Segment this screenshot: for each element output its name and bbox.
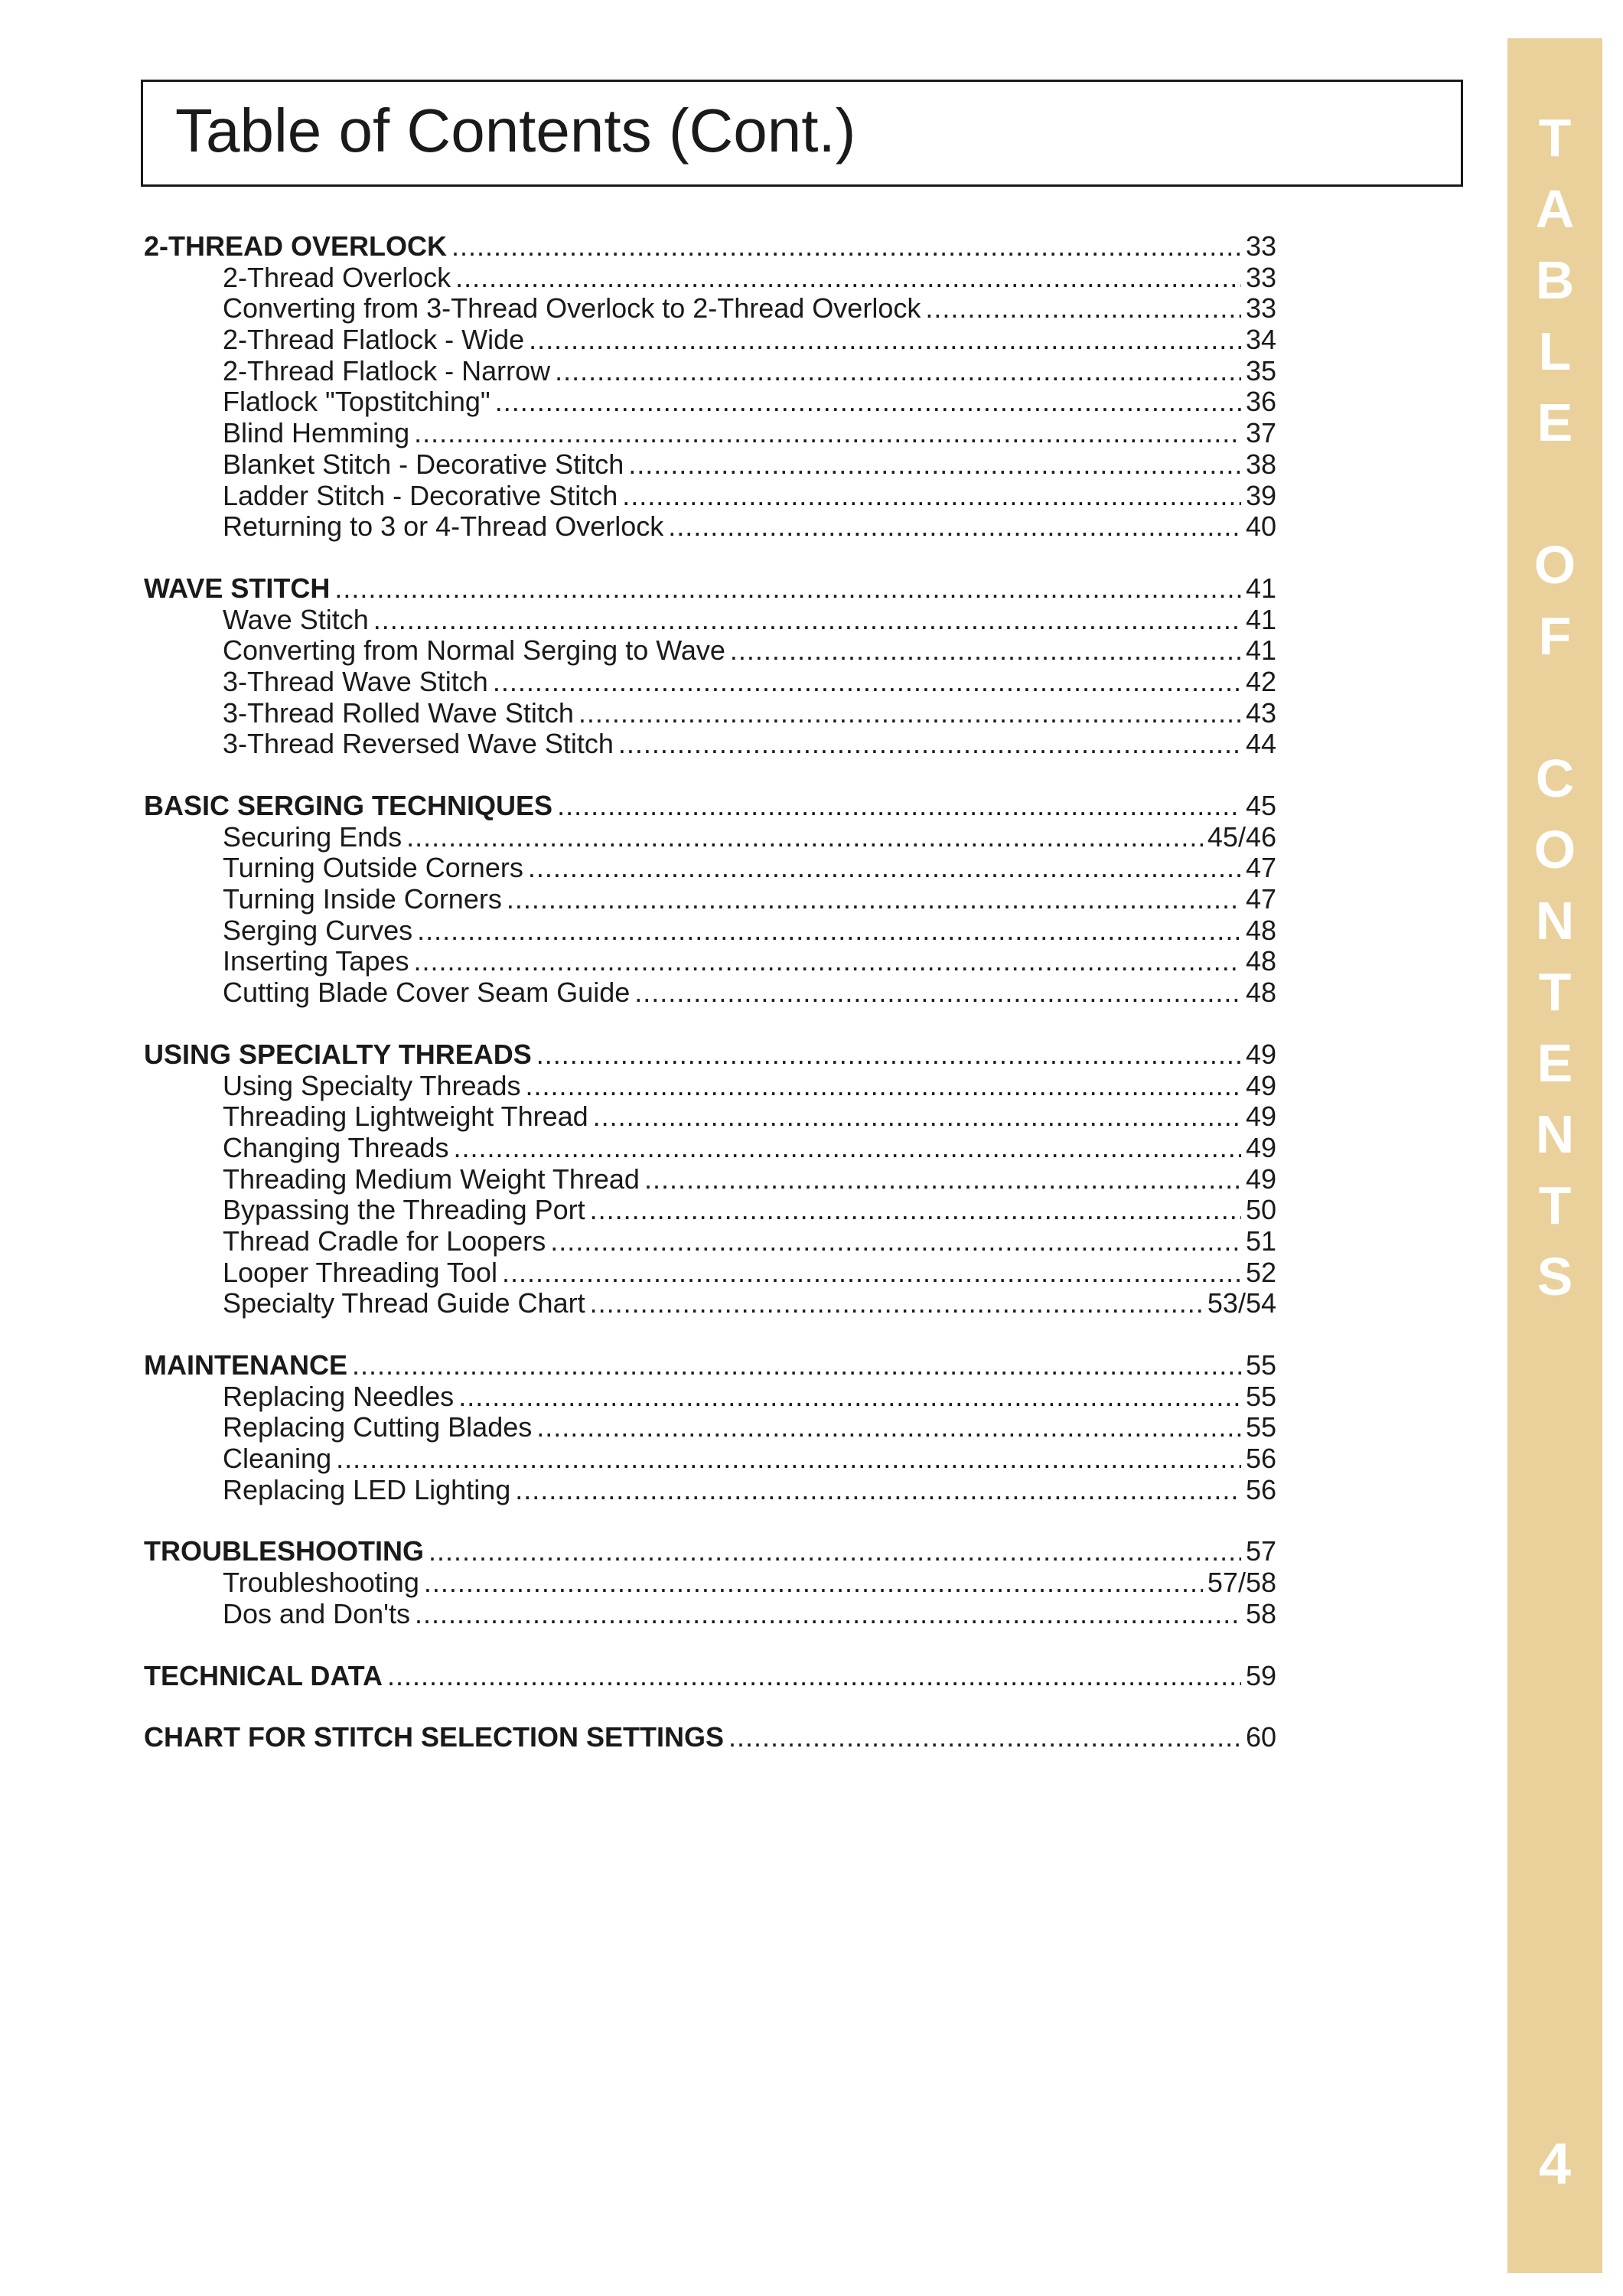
dot-leader — [526, 1071, 1241, 1102]
toc-entry-label: Threading Medium Weight Thread — [223, 1163, 640, 1195]
toc-entry-page: 43 — [1245, 696, 1276, 729]
side-tab-letter: A — [1535, 179, 1575, 239]
toc-entry-label: Blind Hemming — [223, 417, 410, 449]
dot-leader — [414, 946, 1241, 977]
table-of-contents — [144, 231, 1276, 1784]
toc-entry-label: Looper Threading Tool — [223, 1256, 497, 1288]
toc-entry-page: 34 — [1245, 324, 1276, 356]
side-tab-letter: S — [1537, 1247, 1573, 1306]
toc-entry[interactable] — [144, 1071, 1276, 1102]
toc-entry[interactable] — [144, 325, 1276, 356]
toc-section-heading-label: MAINTENANCE — [144, 1349, 347, 1381]
toc-entry[interactable] — [144, 1567, 1276, 1599]
page-title: Table of Contents (Cont.) — [175, 96, 856, 165]
side-tab-letter: T — [1538, 962, 1572, 1022]
toc-entry-page: 45/46 — [1207, 820, 1276, 853]
toc-entry-label: Converting from 3-Thread Overlock to 2-Thread Overlock — [223, 292, 921, 325]
side-tab-letter: B — [1535, 250, 1575, 310]
side-tab-letter: O — [1533, 535, 1576, 595]
side-tab-letters — [1507, 103, 1602, 1313]
toc-section-heading-page: 41 — [1245, 572, 1276, 604]
dot-leader — [550, 1226, 1241, 1257]
dot-leader — [414, 418, 1241, 449]
dot-leader — [495, 386, 1241, 418]
toc-section-heading[interactable] — [144, 231, 1276, 263]
toc-entry-page: 41 — [1245, 634, 1276, 667]
toc-entry-label: Changing Threads — [223, 1131, 449, 1163]
dot-leader — [406, 822, 1203, 853]
dot-leader — [590, 1288, 1203, 1319]
toc-entry-page: 39 — [1245, 479, 1276, 511]
dot-leader — [536, 1412, 1241, 1443]
toc-entry[interactable] — [144, 511, 1276, 543]
toc-entry[interactable] — [144, 449, 1276, 481]
toc-entry-page: 33 — [1245, 261, 1276, 293]
toc-entry-label: Dos and Don'ts — [223, 1597, 411, 1629]
toc-entry-page: 52 — [1245, 1256, 1276, 1288]
toc-entry-page: 48 — [1245, 914, 1276, 946]
dot-leader — [557, 791, 1241, 822]
toc-entry-label: Turning Outside Corners — [223, 852, 523, 884]
dot-leader — [628, 449, 1241, 481]
dot-leader — [373, 605, 1241, 636]
toc-entry-label: 2-Thread Flatlock - Wide — [223, 324, 525, 356]
side-tab-letter: T — [1538, 1176, 1572, 1235]
toc-entry[interactable] — [144, 263, 1276, 294]
toc-section-heading-label: 2-THREAD OVERLOCK — [144, 230, 448, 262]
toc-entry-label: Replacing Needles — [223, 1380, 455, 1412]
dot-leader — [415, 1599, 1241, 1630]
toc-section-heading-label: TECHNICAL DATA — [144, 1659, 383, 1691]
dot-leader — [493, 667, 1241, 698]
side-tab-letter: C — [1535, 748, 1575, 808]
toc-entry-label: Threading Lightweight Thread — [223, 1101, 588, 1133]
dot-leader — [536, 1039, 1241, 1071]
side-tab-word — [1534, 743, 1576, 1313]
dot-leader — [455, 263, 1241, 294]
toc-entry-page: 48 — [1245, 977, 1276, 1009]
toc-entry[interactable] — [144, 418, 1276, 449]
side-tab — [1507, 38, 1602, 2273]
dot-leader — [429, 1536, 1241, 1567]
side-tab-word — [1536, 103, 1575, 458]
toc-entry-page: 44 — [1245, 728, 1276, 760]
toc-entry[interactable] — [144, 635, 1276, 667]
toc-section-heading[interactable] — [144, 1039, 1276, 1071]
toc-entry-page: 41 — [1245, 603, 1276, 635]
toc-entry-page: 56 — [1245, 1473, 1276, 1505]
toc-entry-page: 38 — [1245, 448, 1276, 480]
toc-entry[interactable] — [144, 1257, 1276, 1289]
toc-section-heading-page: 60 — [1245, 1721, 1276, 1753]
toc-entry[interactable] — [144, 481, 1276, 512]
side-tab-letter: N — [1535, 891, 1575, 951]
toc-entry-label: Specialty Thread Guide Chart — [223, 1287, 585, 1319]
toc-entry-page: 33 — [1245, 292, 1276, 325]
toc-entry-page: 47 — [1245, 883, 1276, 915]
toc-section — [144, 1661, 1276, 1692]
toc-entry[interactable] — [144, 946, 1276, 977]
toc-entry[interactable] — [144, 1443, 1276, 1475]
side-tab-letter: F — [1538, 606, 1572, 666]
toc-entry[interactable] — [144, 1101, 1276, 1133]
toc-entry-page: 37 — [1245, 417, 1276, 449]
toc-section — [144, 791, 1276, 1009]
toc-section-heading-page: 59 — [1245, 1659, 1276, 1691]
toc-section-heading[interactable] — [144, 791, 1276, 822]
toc-entry[interactable] — [144, 977, 1276, 1009]
toc-entry-label: Using Specialty Threads — [223, 1069, 521, 1101]
toc-section-heading-page: 45 — [1245, 790, 1276, 821]
toc-entry[interactable] — [144, 1226, 1276, 1257]
toc-entry-page: 40 — [1245, 510, 1276, 543]
toc-entry-label: 2-Thread Overlock — [223, 261, 451, 293]
toc-section-heading-page: 57 — [1245, 1535, 1276, 1567]
toc-section-heading[interactable] — [144, 1350, 1276, 1381]
dot-leader — [528, 853, 1241, 884]
toc-entry-label: Securing Ends — [223, 820, 402, 853]
dot-leader — [578, 698, 1241, 729]
toc-section — [144, 231, 1276, 543]
side-tab-letter: O — [1533, 820, 1576, 879]
dot-leader — [515, 1475, 1241, 1506]
toc-entry[interactable] — [144, 1412, 1276, 1443]
toc-entry-label: Troubleshooting — [223, 1567, 419, 1599]
toc-entry-label: Blanket Stitch - Decorative Stitch — [223, 448, 624, 480]
toc-entry[interactable] — [144, 1381, 1276, 1413]
dot-leader — [451, 231, 1241, 263]
toc-entry[interactable] — [144, 853, 1276, 884]
toc-entry-page: 53/54 — [1207, 1287, 1276, 1319]
dot-leader — [555, 356, 1241, 387]
toc-section — [144, 1536, 1276, 1629]
side-tab-letter: E — [1537, 1033, 1573, 1093]
toc-entry[interactable] — [144, 1133, 1276, 1164]
toc-entry-page: 57/58 — [1207, 1567, 1276, 1599]
dot-leader — [593, 1101, 1241, 1133]
toc-entry-page: 55 — [1245, 1380, 1276, 1412]
toc-entry-label: Inserting Tapes — [223, 945, 409, 977]
toc-entry-label: Replacing Cutting Blades — [223, 1411, 533, 1443]
toc-entry[interactable] — [144, 667, 1276, 698]
dot-leader — [644, 1164, 1241, 1195]
dot-leader — [622, 481, 1241, 512]
toc-entry-label: Flatlock "Topstitching" — [223, 386, 490, 418]
toc-entry[interactable] — [144, 386, 1276, 418]
toc-entry-label: Serging Curves — [223, 914, 413, 946]
toc-entry-label: Returning to 3 or 4-Thread Overlock — [223, 510, 664, 543]
dot-leader — [728, 1722, 1241, 1753]
toc-entry-label: Cutting Blade Cover Seam Guide — [223, 977, 631, 1009]
dot-leader — [507, 884, 1241, 915]
toc-entry-label: Turning Inside Corners — [223, 883, 502, 915]
toc-entry-label: Ladder Stitch - Decorative Stitch — [223, 479, 618, 511]
dot-leader — [334, 573, 1241, 605]
toc-entry-label: Wave Stitch — [223, 603, 369, 635]
toc-entry-page: 50 — [1245, 1194, 1276, 1226]
side-tab-letter: T — [1538, 108, 1572, 168]
toc-entry-label: 2-Thread Flatlock - Narrow — [223, 354, 551, 386]
toc-section-heading[interactable] — [144, 1722, 1276, 1753]
toc-section-heading-label: WAVE STITCH — [144, 572, 331, 604]
toc-entry[interactable] — [144, 915, 1276, 947]
toc-entry-page: 58 — [1245, 1597, 1276, 1629]
toc-entry[interactable] — [144, 1475, 1276, 1506]
dot-leader — [387, 1661, 1241, 1692]
toc-entry[interactable] — [144, 822, 1276, 853]
toc-section — [144, 573, 1276, 760]
toc-entry-page: 49 — [1245, 1101, 1276, 1133]
toc-section-heading[interactable] — [144, 573, 1276, 605]
toc-section-heading-label: USING SPECIALTY THREADS — [144, 1038, 532, 1070]
toc-entry[interactable] — [144, 1599, 1276, 1630]
dot-leader — [458, 1381, 1241, 1413]
toc-entry-label: Thread Cradle for Loopers — [223, 1225, 546, 1257]
dot-leader — [424, 1567, 1203, 1599]
toc-section-heading-page: 49 — [1245, 1038, 1276, 1070]
toc-entry-label: Converting from Normal Serging to Wave — [223, 634, 725, 667]
toc-entry-page: 49 — [1245, 1131, 1276, 1163]
side-tab-letter: N — [1535, 1104, 1575, 1164]
toc-entry-page: 49 — [1245, 1069, 1276, 1101]
toc-entry-page: 48 — [1245, 945, 1276, 977]
toc-entry[interactable] — [144, 1195, 1276, 1226]
dot-leader — [618, 729, 1241, 760]
toc-section-heading[interactable] — [144, 1661, 1276, 1692]
toc-entry-label: 3-Thread Wave Stitch — [223, 665, 488, 697]
page-number: 4 — [1538, 2131, 1572, 2197]
toc-section — [144, 1039, 1276, 1319]
dot-leader — [634, 977, 1241, 1009]
toc-section-heading-page: 33 — [1245, 230, 1276, 262]
toc-section — [144, 1350, 1276, 1505]
toc-entry-page: 47 — [1245, 852, 1276, 884]
toc-section-heading[interactable] — [144, 1536, 1276, 1567]
toc-section-heading-label: BASIC SERGING TECHNIQUES — [144, 790, 553, 821]
side-tab-letter: L — [1538, 321, 1572, 381]
toc-entry-page: 42 — [1245, 665, 1276, 697]
toc-entry[interactable] — [144, 729, 1276, 760]
dot-leader — [730, 635, 1241, 667]
toc-entry-label: Replacing LED Lighting — [223, 1473, 511, 1505]
toc-entry[interactable] — [144, 1288, 1276, 1319]
toc-entry[interactable] — [144, 1164, 1276, 1195]
side-tab-word — [1534, 530, 1576, 672]
toc-entry-page: 49 — [1245, 1163, 1276, 1195]
toc-entry-page: 51 — [1245, 1225, 1276, 1257]
dot-leader — [502, 1257, 1241, 1289]
dot-leader — [352, 1350, 1241, 1381]
toc-entry-page: 56 — [1245, 1443, 1276, 1475]
dot-leader — [668, 511, 1241, 543]
dot-leader — [336, 1443, 1241, 1475]
dot-leader — [417, 915, 1241, 947]
dot-leader — [925, 293, 1241, 325]
toc-section-heading-label: CHART FOR STITCH SELECTION SETTINGS — [144, 1721, 725, 1753]
toc-entry-page: 55 — [1245, 1411, 1276, 1443]
toc-entry[interactable] — [144, 884, 1276, 915]
toc-entry-page: 35 — [1245, 354, 1276, 386]
toc-entry[interactable] — [144, 356, 1276, 387]
toc-entry-label: Bypassing the Threading Port — [223, 1194, 585, 1226]
dot-leader — [590, 1195, 1241, 1226]
dot-leader — [454, 1133, 1241, 1164]
toc-entry-label: Cleaning — [223, 1443, 332, 1475]
toc-section-heading-page: 55 — [1245, 1349, 1276, 1381]
title-box — [141, 80, 1463, 187]
toc-entry-label: 3-Thread Rolled Wave Stitch — [223, 696, 574, 729]
toc-entry-page: 36 — [1245, 386, 1276, 418]
toc-entry[interactable] — [144, 605, 1276, 636]
toc-entry-label: 3-Thread Reversed Wave Stitch — [223, 728, 614, 760]
toc-section — [144, 1722, 1276, 1753]
side-tab-letter: E — [1537, 393, 1573, 452]
toc-section-heading-label: TROUBLESHOOTING — [144, 1535, 424, 1567]
dot-leader — [529, 325, 1241, 356]
toc-entry[interactable] — [144, 293, 1276, 325]
toc-entry[interactable] — [144, 698, 1276, 729]
